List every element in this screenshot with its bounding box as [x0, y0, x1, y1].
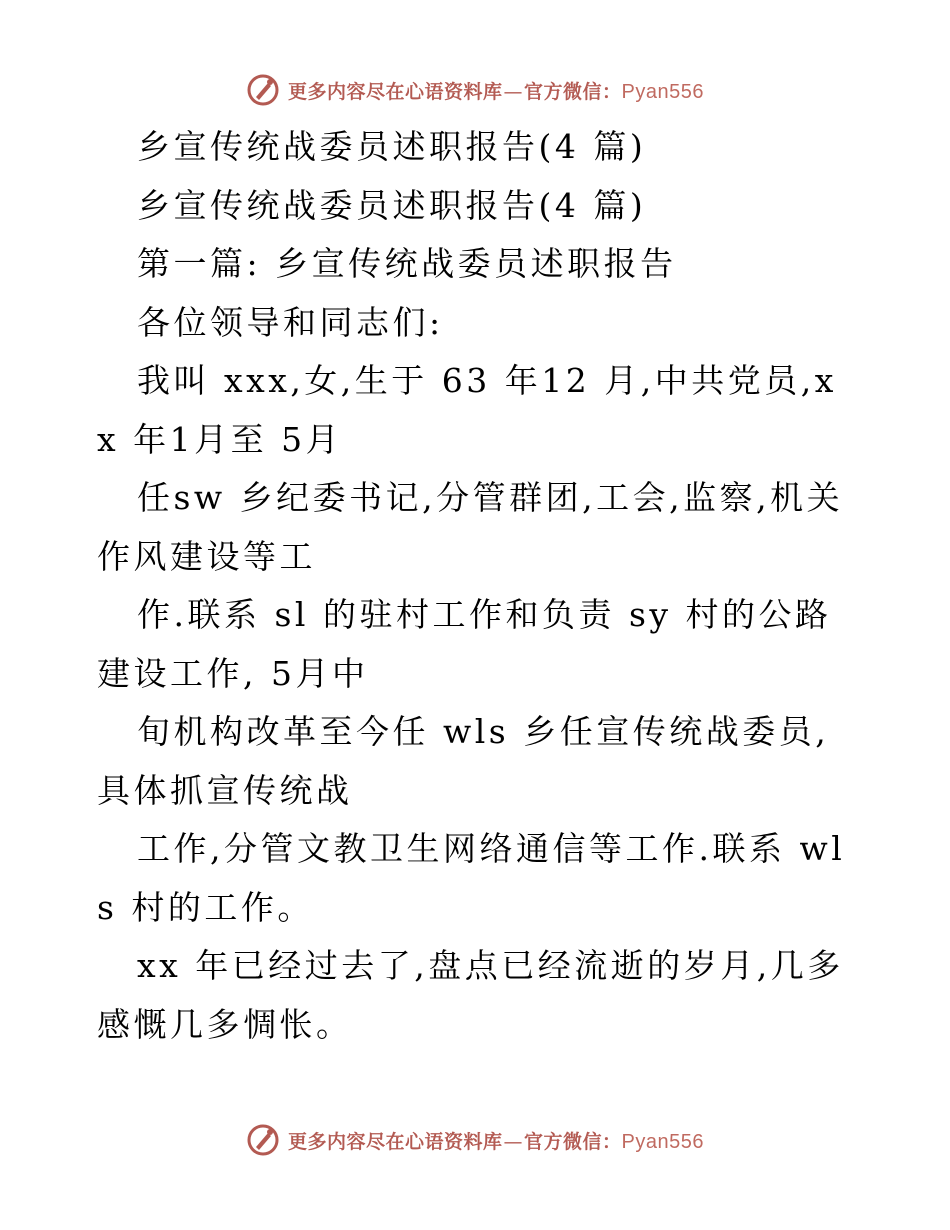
body-paragraph: 工作,分管文教卫生网络通信等工作.联系 wls 村的工作。 [97, 829, 846, 927]
watermark-main: 更多内容尽在心语资料库 [288, 80, 503, 103]
salutation: 各位领导和同志们: [137, 302, 444, 342]
watermark-dash: — [503, 80, 524, 103]
watermark-text [288, 1127, 704, 1154]
quill-seal-icon [246, 73, 280, 107]
watermark-dash: — [503, 1130, 524, 1153]
quill-seal-icon [246, 1123, 280, 1157]
document-title-2: 乡宣传统战委员述职报告(4 篇) [137, 185, 647, 225]
watermark-id: Pyan556 [621, 1130, 704, 1153]
watermark-text [288, 77, 704, 104]
body-paragraph: 作.联系 sl 的驻村工作和负责 sy 村的公路建设工作, 5月中 [97, 595, 832, 693]
watermark-id: Pyan556 [621, 80, 704, 103]
watermark-main: 更多内容尽在心语资料库 [288, 1130, 503, 1153]
watermark-label: 官方微信： [524, 80, 622, 103]
document-body [97, 118, 857, 1054]
watermark-label: 官方微信： [524, 1130, 622, 1153]
header-watermark [0, 70, 950, 110]
body-paragraph: 旬机构改革至今任 wls 乡任宣传统战委员,具体抓宣传统战 [97, 712, 830, 810]
body-paragraph: 任sw 乡纪委书记,分管群团,工会,监察,机关作风建设等工 [97, 478, 844, 576]
document-title-1: 乡宣传统战委员述职报告(4 篇) [137, 127, 647, 166]
section-heading: 第一篇: 乡宣传统战委员述职报告 [137, 244, 677, 283]
footer-watermark [0, 1120, 950, 1160]
body-paragraph: xx 年已经过去了,盘点已经流逝的岁月,几多感慨几多惆怅。 [97, 946, 844, 1044]
body-paragraph: 我叫 xxx,女,生于 63 年12 月,中共党员,xx 年1月至 5月 [97, 361, 837, 459]
